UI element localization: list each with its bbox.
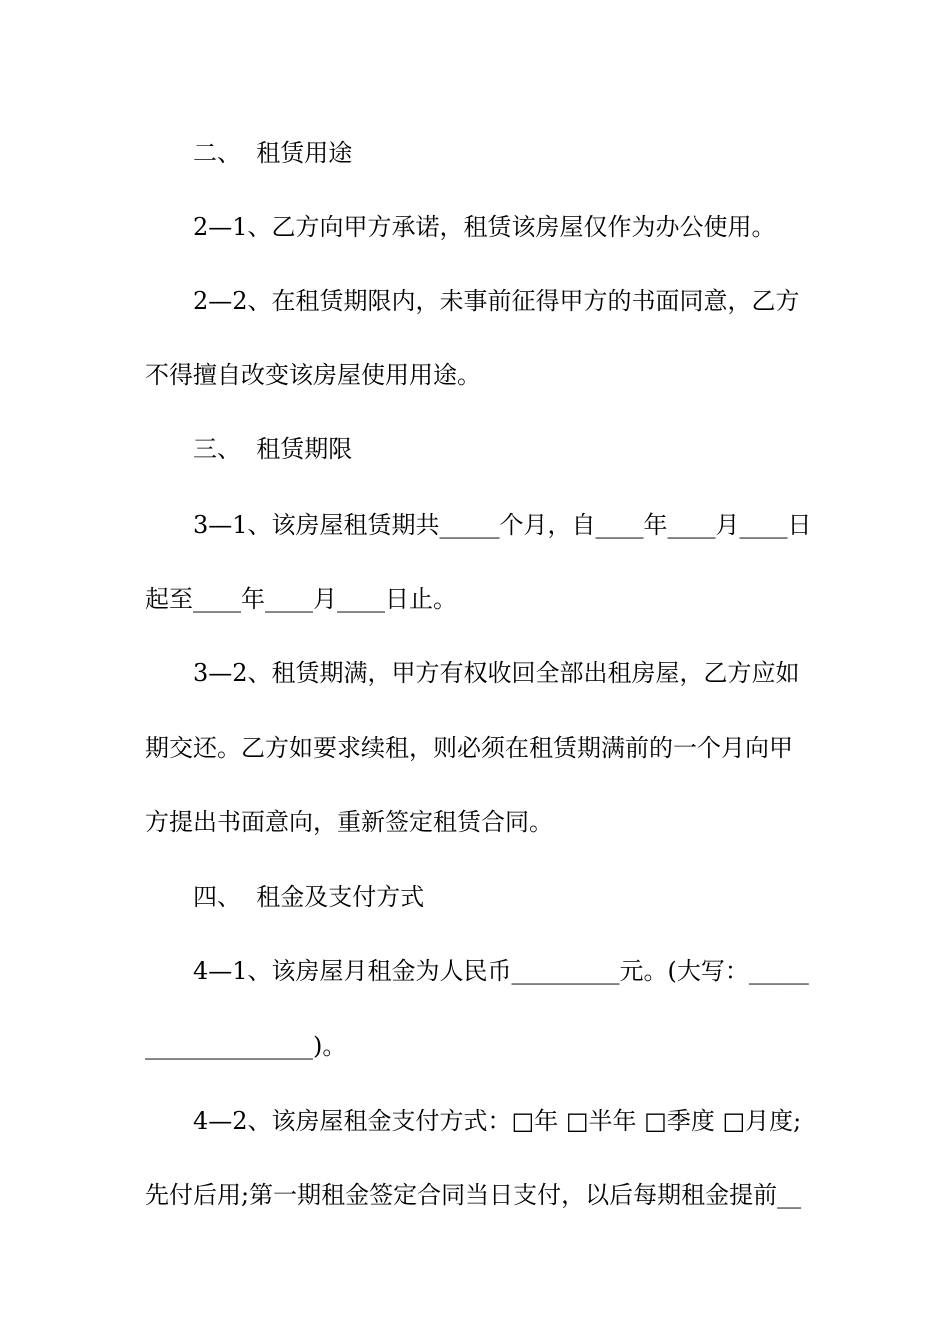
clause-2-2-line-2: 不得擅自改变该房屋使用用途。 [145, 361, 481, 389]
clause-3-2-line-1: 3—2、租赁期满，甲方有权收回全部出租房屋，乙方应如 [193, 659, 800, 687]
clause-2-1: 2—1、乙方向甲方承诺，租赁该房屋仅作为办公使用。 [193, 213, 776, 241]
clause-2-2-line-1: 2—2、在租赁期限内，未事前征得甲方的书面同意，乙方 [193, 287, 800, 315]
clause-4-1-line-2: ______________)。 [145, 1032, 347, 1060]
section-heading-2: 二、 租赁用途 [193, 139, 353, 167]
clause-3-2-line-3: 方提出书面意向，重新签定租赁合同。 [145, 808, 553, 836]
clause-4-2-line-1: 4—2、该房屋租金支付方式：□年 □半年 □季度 □月度; [193, 1107, 802, 1135]
clause-3-1-line-1: 3—1、该房屋租赁期共_____个月，自____年____月____日 [193, 511, 812, 539]
clause-4-1-line-1: 4—1、该房屋月租金为人民币_________元。(大写：_____ [193, 957, 809, 985]
clause-3-1-line-2: 起至____年____月____日止。 [145, 585, 457, 613]
clause-3-2-line-2: 期交还。乙方如要求续租，则必须在租赁期满前的一个月向甲 [145, 734, 793, 762]
clause-4-2-line-2: 先付后用;第一期租金签定合同当日支付，以后每期租金提前__ [145, 1181, 802, 1209]
section-heading-3: 三、 租赁期限 [193, 435, 353, 463]
section-heading-4: 四、 租金及支付方式 [193, 883, 425, 911]
